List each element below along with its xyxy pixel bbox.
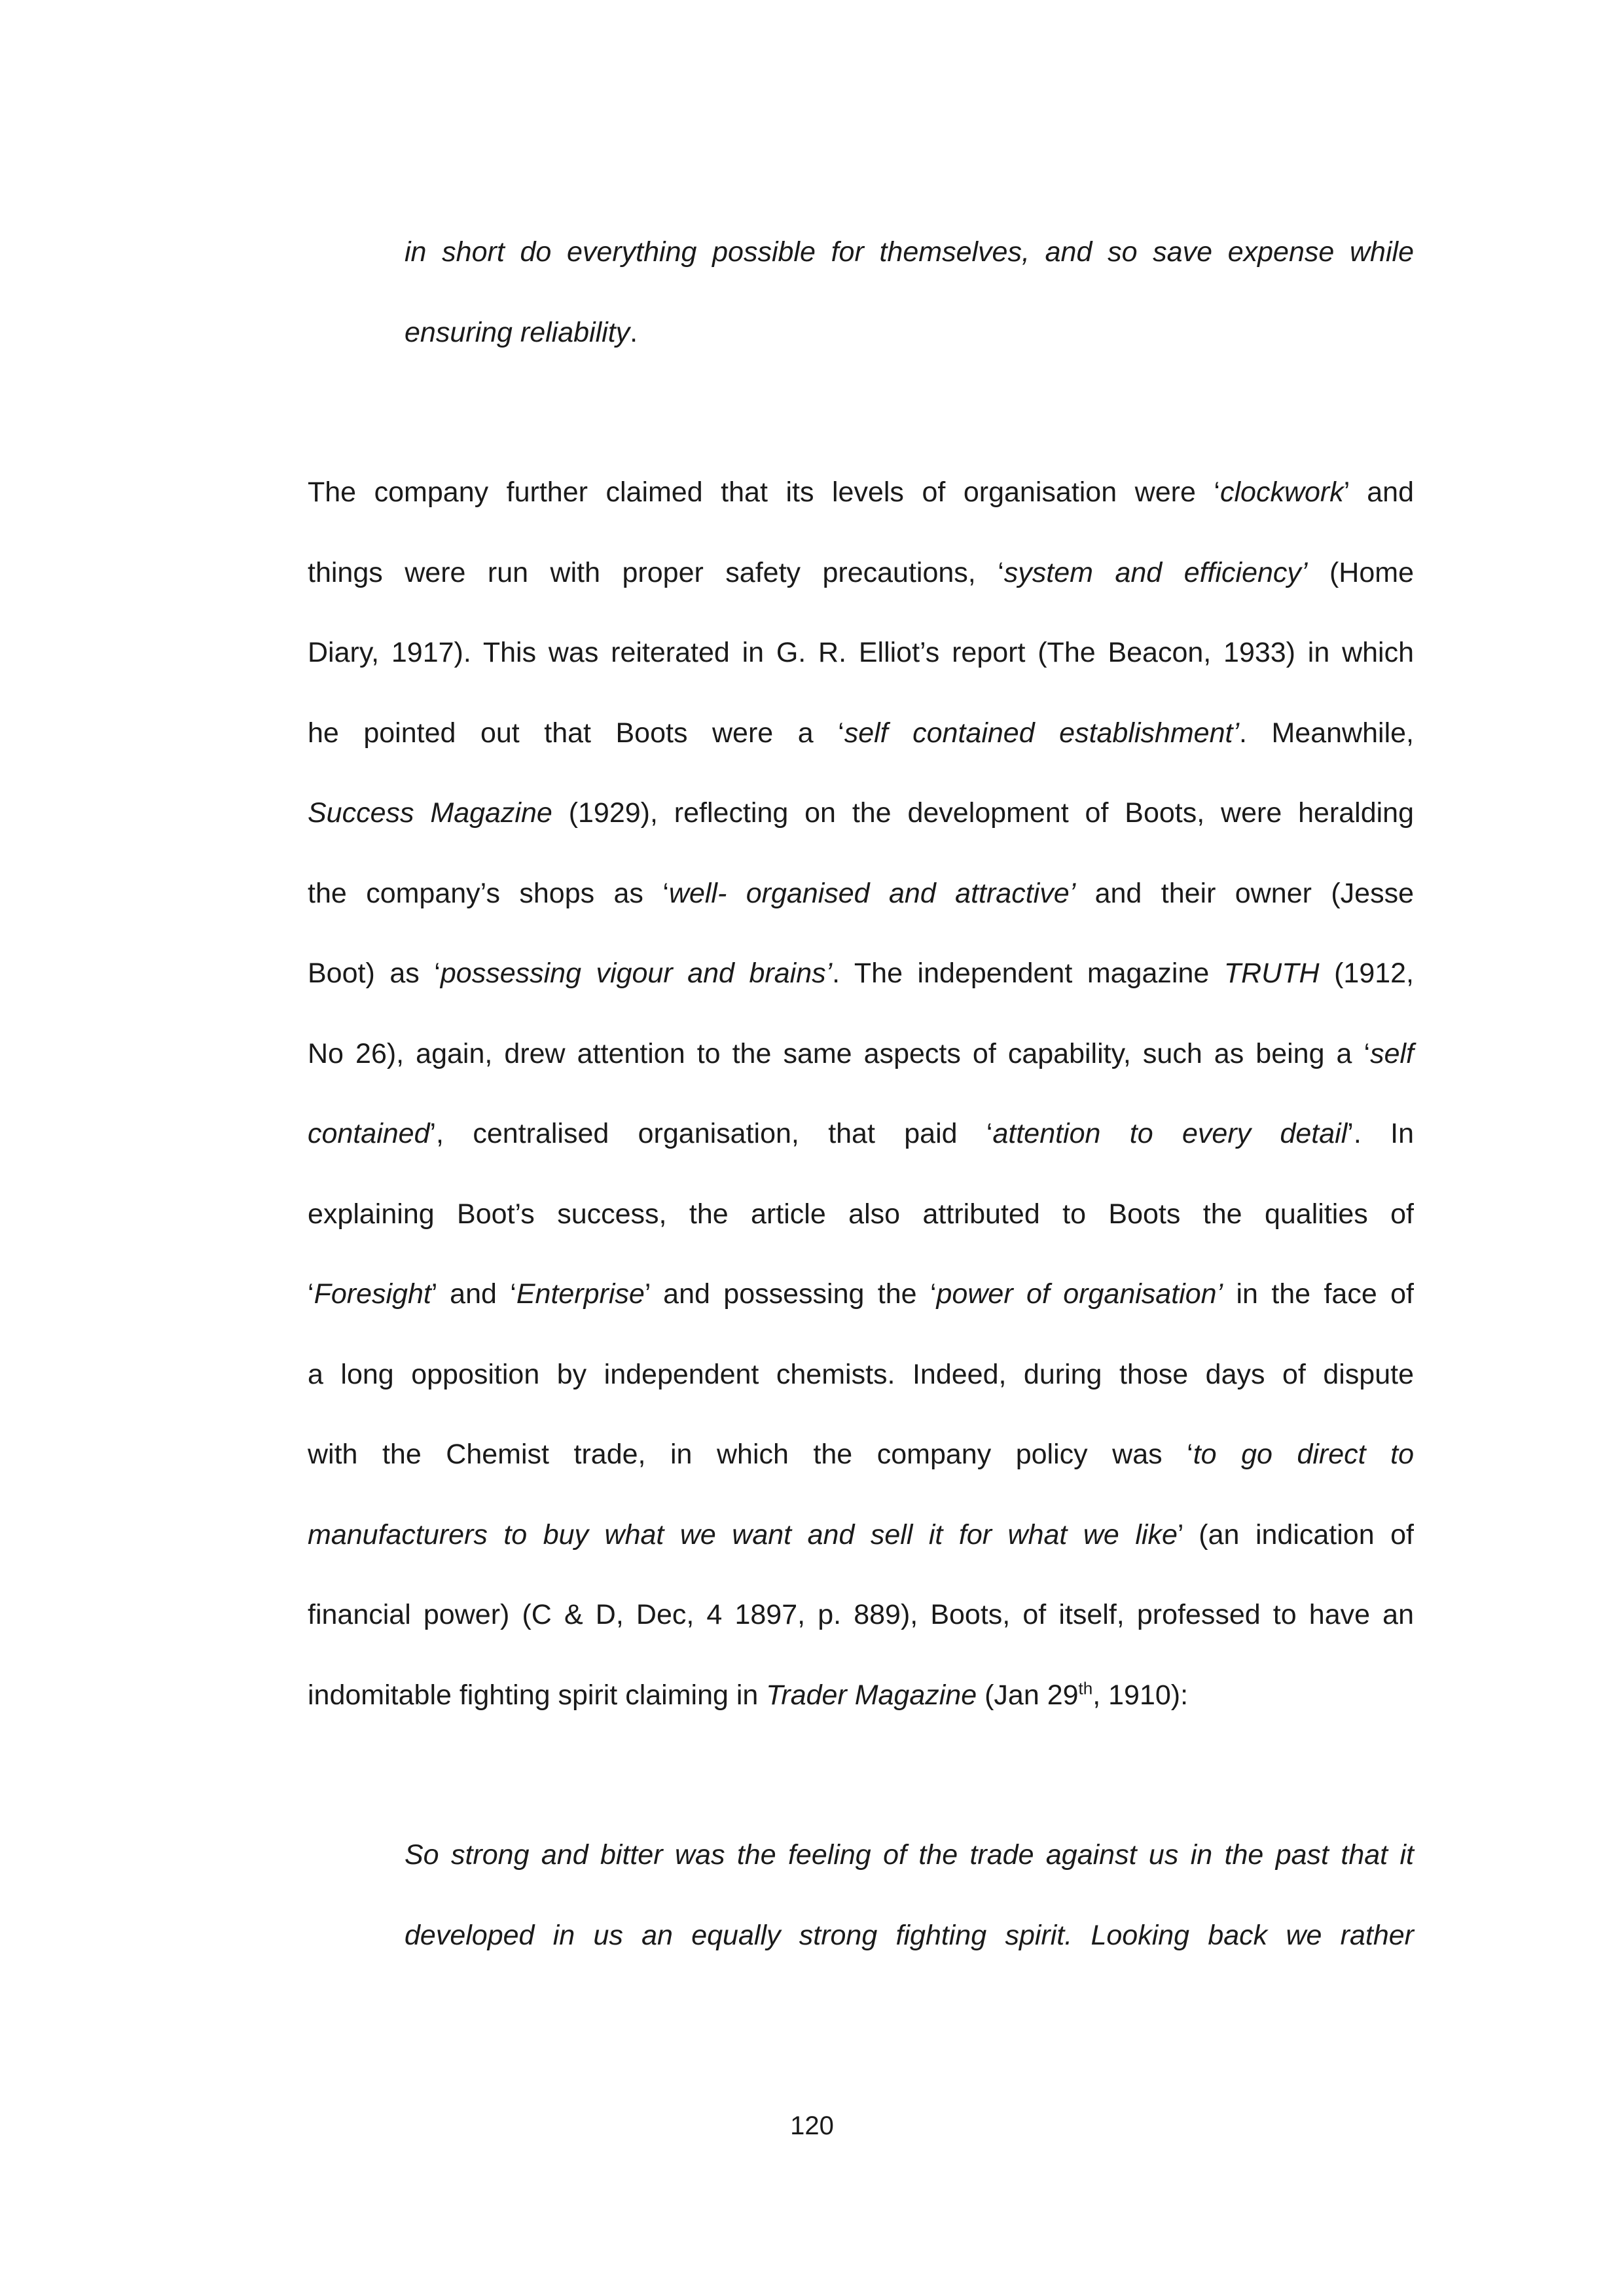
text-line — [308, 1274, 1414, 1314]
text-run: ’ and ‘ — [431, 1278, 516, 1310]
text-line — [308, 553, 1414, 592]
italic-text: ensuring reliability — [405, 317, 630, 348]
italic-text: clockwork — [1219, 476, 1344, 508]
text-run: things were run with proper safety precautions, ‘ — [308, 557, 1004, 588]
text-line — [405, 232, 1414, 272]
text-run: . The independent magazine — [832, 958, 1224, 989]
italic-text: self — [1370, 1038, 1414, 1069]
text-line — [308, 954, 1414, 993]
text-run: No 26), again, drew attention to the same aspects of capability, such as being a ‘ — [308, 1038, 1371, 1069]
text-line — [405, 1916, 1414, 1955]
text-run: Boot) as ‘ — [308, 958, 441, 989]
text-run: The company further claimed that its levels of organisation were ‘ — [308, 476, 1220, 508]
text-run: , 1910): — [1092, 1679, 1189, 1711]
text-line — [308, 1194, 1414, 1234]
text-run: with the Chemist trade, in which the company policy was ‘ — [308, 1439, 1193, 1470]
text-run: explaining Boot’s success, the article also attributed to Boots the qualities of — [308, 1198, 1414, 1230]
text-run: (Jan 29 — [977, 1679, 1079, 1711]
italic-text: TRUTH — [1223, 958, 1320, 989]
text-run: ’. In — [1347, 1118, 1414, 1149]
italic-text: in short do everything possible for themselves, and so save expense while — [405, 236, 1414, 268]
italic-text: to go direct to — [1193, 1439, 1414, 1470]
italic-text: self contained establishment’ — [844, 717, 1240, 749]
text-run: ’, centralised organisation, that paid ‘ — [429, 1118, 993, 1149]
text-line — [308, 1114, 1414, 1153]
text-line — [308, 1355, 1414, 1394]
italic-text: attention to every detail — [992, 1118, 1348, 1149]
text-run: Diary, 1917). This was reiterated in G. R. Elliot’s report (The Beacon, 1933) in which — [308, 637, 1414, 668]
italic-text: well- organised and attractive’ — [668, 878, 1076, 909]
text-run: (1929), reflecting on the development of Boots, were heralding — [552, 797, 1415, 829]
text-line — [308, 1435, 1414, 1474]
text-run: (1912, — [1319, 958, 1415, 989]
text-line — [308, 1676, 1414, 1715]
italic-text: possessing vigour and brains’ — [440, 958, 833, 989]
italic-text: So strong and bitter was the feeling of the trade against us in the past that it — [405, 1839, 1414, 1871]
italic-text: Foresight — [314, 1278, 431, 1310]
text-run: in the face of — [1223, 1278, 1415, 1310]
text-run: the company’s shops as ‘ — [308, 878, 669, 909]
text-run: . Meanwhile, — [1239, 717, 1414, 749]
text-line — [405, 1835, 1414, 1874]
italic-text: contained — [308, 1118, 430, 1149]
text-run: ’ and — [1343, 476, 1414, 508]
text-line — [308, 793, 1414, 833]
text-line — [308, 874, 1414, 913]
text-run: . — [630, 317, 638, 348]
italic-text: power of organisation’ — [936, 1278, 1223, 1310]
text-run: financial power) (C & D, Dec, 4 1897, p. 889), Boots, of itself, professed to have an — [308, 1599, 1414, 1630]
text-run: a long opposition by independent chemists. Indeed, during those days of dispute — [308, 1359, 1414, 1390]
text-line — [405, 313, 1414, 352]
text-line — [308, 1515, 1414, 1554]
text-run: he pointed out that Boots were a ‘ — [308, 717, 844, 749]
text-run: indomitable fighting spirit claiming in — [308, 1679, 767, 1711]
text-run: ‘ — [308, 1278, 314, 1310]
italic-text: developed in us an equally strong fighting spirit. Looking back we rather — [405, 1920, 1414, 1951]
text-line — [308, 633, 1414, 672]
text-line — [308, 1595, 1414, 1634]
text-line — [308, 713, 1414, 753]
text-run: ’ and possessing the ‘ — [644, 1278, 937, 1310]
page-number: 120 — [790, 2111, 834, 2140]
text-run: ’ (an indication of — [1177, 1519, 1414, 1551]
text-line — [308, 473, 1414, 512]
italic-text: manufacturers to buy what we want and sell it for what we like — [308, 1519, 1178, 1551]
text-run: and their owner (Jesse — [1075, 878, 1414, 909]
italic-text: system and efficiency’ — [1003, 557, 1308, 588]
text-line — [308, 1034, 1414, 1073]
italic-text: Success Magazine — [308, 797, 552, 829]
text-run: (Home — [1307, 557, 1415, 588]
italic-text: Enterprise — [516, 1278, 645, 1310]
superscript-text: th — [1078, 1678, 1093, 1698]
italic-text: Trader Magazine — [766, 1679, 977, 1711]
